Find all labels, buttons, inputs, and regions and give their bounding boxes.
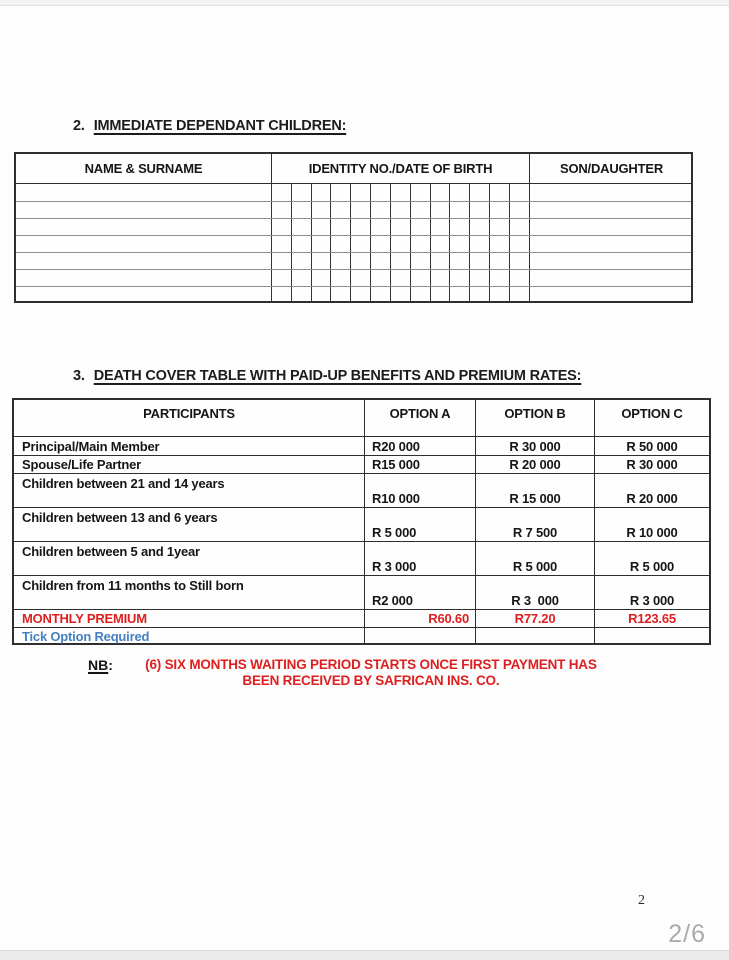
identity-digit-cell xyxy=(449,270,469,286)
identity-digit-cell xyxy=(469,287,489,303)
identity-digit-cell xyxy=(410,184,430,201)
identity-digit-cell xyxy=(469,219,489,235)
identity-digit-cell xyxy=(509,184,529,201)
option-c-value-cell: R 10 000 xyxy=(594,508,709,541)
identity-digit-cell xyxy=(370,270,390,286)
option-c-value-cell xyxy=(594,628,709,645)
identity-digit-cell xyxy=(390,184,410,201)
identity-digit-cell xyxy=(370,202,390,218)
identity-digit-cell xyxy=(509,236,529,252)
nb-note xyxy=(88,657,607,689)
participant-label-cell: Tick Option Required xyxy=(22,629,150,644)
identity-digit-cell xyxy=(430,253,450,269)
name-surname-cell xyxy=(16,236,271,252)
option-a-value-cell: R2 000 xyxy=(364,576,475,609)
nb-warning-line2: BEEN RECEIVED BY SAFRICAN INS. CO. xyxy=(242,673,500,688)
identity-digit-cell xyxy=(350,184,370,201)
identity-digit-cell xyxy=(311,202,331,218)
option-a-value-cell: R15 000 xyxy=(364,456,475,473)
identity-digit-cell xyxy=(410,202,430,218)
identity-digit-cell xyxy=(390,219,410,235)
option-a-value-cell: R 5 000 xyxy=(364,508,475,541)
page-number: 2 xyxy=(638,893,645,908)
identity-digit-cell xyxy=(350,202,370,218)
identity-digit-cell xyxy=(390,253,410,269)
dependant-children-table-header xyxy=(16,154,691,184)
identity-digit-cell xyxy=(311,219,331,235)
identity-digit-cell xyxy=(271,270,291,286)
identity-digit-cell xyxy=(370,236,390,252)
empty-entry-row xyxy=(16,184,691,201)
identity-digit-cell xyxy=(509,253,529,269)
identity-digit-cell xyxy=(509,270,529,286)
identity-digit-cell xyxy=(330,202,350,218)
identity-digit-cell xyxy=(469,236,489,252)
empty-entry-row xyxy=(16,235,691,252)
section3-title: DEATH COVER TABLE WITH PAID-UP BENEFITS AND PREMIUM RATES: xyxy=(93,368,582,384)
identity-digit-cell xyxy=(449,253,469,269)
participant-label-cell: Children between 5 and 1year xyxy=(22,544,200,559)
identity-digit-cell xyxy=(449,202,469,218)
option-a-value-cell xyxy=(364,628,475,645)
column-header-participants: PARTICIPANTS xyxy=(143,406,235,421)
option-b-value-cell: R 20 000 xyxy=(475,456,594,473)
column-header-name-surname: NAME & SURNAME xyxy=(84,161,203,176)
identity-digit-cell xyxy=(291,236,311,252)
identity-digit-cell xyxy=(370,253,390,269)
name-surname-cell xyxy=(16,219,271,235)
identity-digit-cell xyxy=(469,270,489,286)
column-header-option-c: OPTION C xyxy=(594,400,709,436)
identity-digit-cell xyxy=(449,219,469,235)
option-a-value-cell: R10 000 xyxy=(364,474,475,507)
son-daughter-cell xyxy=(529,184,693,201)
identity-digit-cell xyxy=(489,287,509,303)
identity-digit-cell xyxy=(271,236,291,252)
column-header-son-daughter: SON/DAUGHTER xyxy=(529,154,693,183)
name-surname-cell xyxy=(16,270,271,286)
benefit-row xyxy=(14,575,709,609)
empty-entry-row xyxy=(16,286,691,303)
identity-digit-cell xyxy=(410,253,430,269)
identity-digit-cell xyxy=(330,236,350,252)
identity-digit-cell xyxy=(489,184,509,201)
section3-heading xyxy=(73,368,581,384)
son-daughter-cell xyxy=(529,202,693,218)
section2-title: IMMEDIATE DEPENDANT CHILDREN: xyxy=(93,118,347,134)
dependant-children-table-body xyxy=(16,184,691,303)
option-b-value-cell: R 3 000 xyxy=(475,576,594,609)
identity-digit-cell xyxy=(311,184,331,201)
benefit-row xyxy=(14,507,709,541)
death-cover-table-header xyxy=(14,400,709,437)
benefit-row xyxy=(14,473,709,507)
column-header-option-b: OPTION B xyxy=(475,400,594,436)
name-surname-cell xyxy=(16,253,271,269)
identity-digit-cell xyxy=(430,236,450,252)
identity-digit-cell xyxy=(509,287,529,303)
identity-digit-cell xyxy=(311,236,331,252)
column-header-option-a: OPTION A xyxy=(364,400,475,436)
option-c-value-cell: R 50 000 xyxy=(594,437,709,455)
participant-label-cell: MONTHLY PREMIUM xyxy=(22,611,147,626)
identity-digit-cell xyxy=(271,219,291,235)
name-surname-cell xyxy=(16,202,271,218)
section3-number: 3. xyxy=(73,368,85,384)
benefit-row xyxy=(14,437,709,455)
identity-digit-cell xyxy=(509,202,529,218)
identity-digit-cell xyxy=(410,236,430,252)
section2-number: 2. xyxy=(73,118,85,134)
identity-digit-cell xyxy=(489,236,509,252)
participant-label-cell: Children from 11 months to Still born xyxy=(22,578,244,593)
participant-label-cell: Children between 21 and 14 years xyxy=(22,476,225,491)
identity-digit-cell xyxy=(449,287,469,303)
page-bottom-edge xyxy=(0,950,729,960)
son-daughter-cell xyxy=(529,219,693,235)
identity-digit-cell xyxy=(311,287,331,303)
identity-digit-cell xyxy=(509,219,529,235)
identity-digit-cell xyxy=(449,236,469,252)
identity-digit-cell xyxy=(311,253,331,269)
option-a-value-cell: R 3 000 xyxy=(364,542,475,575)
option-c-value-cell: R 20 000 xyxy=(594,474,709,507)
tick-option-row xyxy=(14,627,709,645)
identity-digit-cell xyxy=(330,287,350,303)
empty-entry-row xyxy=(16,218,691,235)
identity-digit-cell xyxy=(311,270,331,286)
participant-label-cell: Spouse/Life Partner xyxy=(22,457,142,472)
identity-digit-cell xyxy=(410,219,430,235)
identity-digit-cell xyxy=(291,184,311,201)
identity-digit-cell xyxy=(350,236,370,252)
column-header-identity-no: IDENTITY NO./DATE OF BIRTH xyxy=(271,154,529,183)
identity-digit-cell xyxy=(350,253,370,269)
identity-digit-cell xyxy=(430,270,450,286)
identity-digit-cell xyxy=(350,270,370,286)
identity-digit-cell xyxy=(390,236,410,252)
benefit-row xyxy=(14,541,709,575)
option-b-value-cell: R 5 000 xyxy=(475,542,594,575)
identity-digit-cell xyxy=(469,202,489,218)
option-a-value-cell: R60.60 xyxy=(364,610,475,627)
empty-entry-row xyxy=(16,201,691,218)
participant-label-cell: Principal/Main Member xyxy=(22,438,160,454)
nb-warning-text xyxy=(135,657,607,689)
option-b-value-cell: R 7 500 xyxy=(475,508,594,541)
nb-label: NB: xyxy=(88,657,113,673)
option-b-value-cell xyxy=(475,628,594,645)
identity-digit-cell xyxy=(330,219,350,235)
identity-digit-cell xyxy=(410,270,430,286)
nb-warning-line1: (6) SIX MONTHS WAITING PERIOD STARTS ONCE FIRST PAYMENT HAS xyxy=(145,657,597,672)
identity-digit-cell xyxy=(489,270,509,286)
monthly-premium-row xyxy=(14,609,709,627)
identity-digit-cell xyxy=(291,287,311,303)
option-c-value-cell: R 5 000 xyxy=(594,542,709,575)
participant-label-cell: Children between 13 and 6 years xyxy=(22,510,218,525)
option-b-value-cell: R 15 000 xyxy=(475,474,594,507)
son-daughter-cell xyxy=(529,253,693,269)
son-daughter-cell xyxy=(529,236,693,252)
section2-heading xyxy=(73,118,346,134)
option-a-value-cell: R20 000 xyxy=(364,437,475,455)
option-b-value-cell: R77.20 xyxy=(475,610,594,627)
name-surname-cell xyxy=(16,184,271,201)
dependant-children-table xyxy=(14,152,693,303)
identity-digit-cell xyxy=(469,253,489,269)
identity-digit-cell xyxy=(271,202,291,218)
identity-digit-cell xyxy=(330,184,350,201)
son-daughter-cell xyxy=(529,270,693,286)
identity-digit-cell xyxy=(370,287,390,303)
identity-digit-cell xyxy=(430,219,450,235)
identity-digit-cell xyxy=(430,287,450,303)
identity-digit-cell xyxy=(330,253,350,269)
option-c-value-cell: R 30 000 xyxy=(594,456,709,473)
option-c-value-cell: R123.65 xyxy=(594,610,709,627)
benefit-row xyxy=(14,455,709,473)
identity-digit-cell xyxy=(291,202,311,218)
identity-digit-cell xyxy=(410,287,430,303)
identity-digit-cell xyxy=(489,253,509,269)
option-b-value-cell: R 30 000 xyxy=(475,437,594,455)
empty-entry-row xyxy=(16,252,691,269)
name-surname-cell xyxy=(16,287,271,303)
identity-digit-cell xyxy=(350,219,370,235)
identity-digit-cell xyxy=(489,202,509,218)
viewer-page-indicator: 2/6 xyxy=(668,920,706,948)
identity-digit-cell xyxy=(390,202,410,218)
identity-digit-cell xyxy=(291,253,311,269)
identity-digit-cell xyxy=(271,253,291,269)
death-cover-table-body xyxy=(14,437,709,645)
identity-digit-cell xyxy=(291,270,311,286)
identity-digit-cell xyxy=(291,219,311,235)
empty-entry-row xyxy=(16,269,691,286)
identity-digit-cell xyxy=(271,287,291,303)
identity-digit-cell xyxy=(370,219,390,235)
identity-digit-cell xyxy=(390,287,410,303)
page-top-edge xyxy=(0,0,729,6)
identity-digit-cell xyxy=(390,270,410,286)
identity-digit-cell xyxy=(449,184,469,201)
identity-digit-cell xyxy=(271,184,291,201)
identity-digit-cell xyxy=(430,184,450,201)
identity-digit-cell xyxy=(489,219,509,235)
identity-digit-cell xyxy=(370,184,390,201)
option-c-value-cell: R 3 000 xyxy=(594,576,709,609)
identity-digit-cell xyxy=(330,270,350,286)
son-daughter-cell xyxy=(529,287,693,303)
identity-digit-cell xyxy=(430,202,450,218)
identity-digit-cell xyxy=(469,184,489,201)
identity-digit-cell xyxy=(350,287,370,303)
death-cover-table xyxy=(12,398,711,645)
